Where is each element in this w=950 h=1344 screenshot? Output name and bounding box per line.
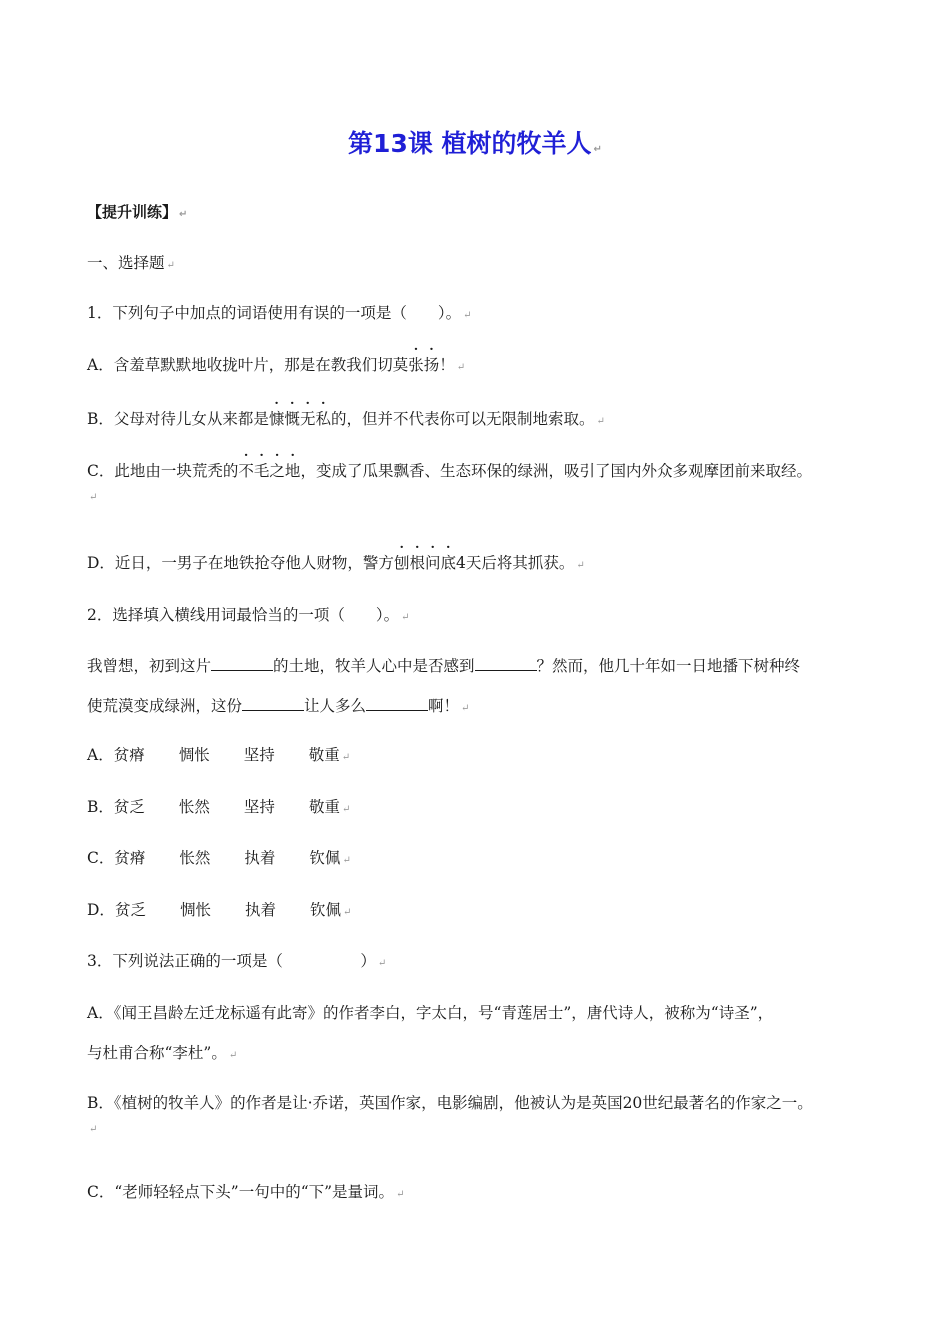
question-1-option-c: C．此地由一块荒秃的不毛之地，变成了瓜果飘香、生态环保的绿洲，吸引了国内外众多观摩团前来取经。	[87, 462, 812, 480]
blank-2	[475, 654, 537, 671]
question-3-option-c: C．“老师轻轻点下头”一句中的“下”是量词。 ↵	[87, 1183, 405, 1201]
question-2-option-b: B．贫乏 怅然 坚持 敬重 ↵	[87, 798, 351, 816]
question-2-stem: 2．选择填入横线用词最恰当的一项（ ）。 ↵	[87, 606, 410, 624]
question-1-option-d: D．近日，一男子在地铁抢夺他人财物，警方刨根问底4天后将其抓获。 ↵	[87, 554, 585, 572]
part-heading: 一、选择题 ↵	[87, 254, 175, 272]
question-1-stem: 1．下列句子中加点的词语使用有误的一项是（ ）。 ↵	[87, 304, 472, 322]
question-1-option-a: A．含羞草默默地收拢叶片，那是在教我们切莫张扬！ ↵	[87, 356, 466, 374]
question-1-option-b: B．父母对待儿女从来都是慷慨无私的，但并不代表你可以无限制地索取。 ↵	[87, 410, 605, 428]
question-3-stem: 3．下列说法正确的一项是（ ） ↵	[87, 952, 387, 970]
question-2-passage-line-1: 我曾想，初到这片 的土地，牧羊人心中是否感到 ？然而，他几十年如一日地播下树种终	[87, 654, 877, 677]
page-title: 第13课 植树的牧羊人 ↵	[348, 129, 602, 158]
question-2-option-a: A．贫瘠 惆怅 坚持 敬重 ↵	[87, 746, 351, 764]
question-2-option-c: C．贫瘠 怅然 执着 钦佩 ↵	[87, 849, 351, 867]
question-3-option-a: A．《闻王昌龄左迁龙标遥有此寄》的作者李白，字太白，号“青莲居士”，唐代诗人，被称为“诗圣”，	[87, 1004, 774, 1022]
section-heading: 【提升训练】 ↵	[87, 203, 188, 221]
question-3-option-a-cont: 与杜甫合称“李杜”。 ↵	[87, 1044, 238, 1062]
paragraph-mark: ↵	[89, 492, 98, 503]
question-2-passage-line-2: 使荒漠变成绿洲，这份 让人多么 啊！ ↵	[87, 694, 877, 720]
blank-3	[242, 694, 304, 711]
question-2-option-d: D．贫乏 惆怅 执着 钦佩 ↵	[87, 901, 352, 919]
question-3-option-b: B．《植树的牧羊人》的作者是让·乔诺，英国作家，电影编剧，他被认为是英国20世纪最著名的作家之一。	[87, 1094, 813, 1112]
blank-4	[366, 694, 428, 711]
blank-1	[211, 654, 273, 671]
paragraph-mark: ↵	[89, 1124, 98, 1135]
